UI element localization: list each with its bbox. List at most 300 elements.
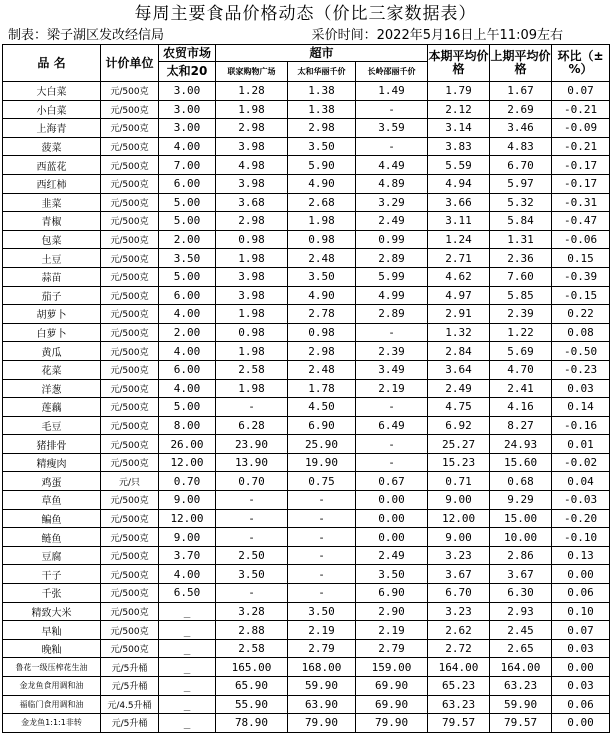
cell-market-price: 9.00 bbox=[159, 491, 216, 510]
cell-current-avg: 2.62 bbox=[428, 621, 490, 640]
cell-super2-price: 4.50 bbox=[288, 398, 356, 417]
cell-super1-price: 3.98 bbox=[216, 137, 288, 156]
cell-market-price: 3.70 bbox=[159, 546, 216, 565]
cell-change: 0.01 bbox=[552, 435, 610, 454]
cell-name: 鲁花一级压榨花生油 bbox=[3, 658, 101, 677]
cell-change: 0.03 bbox=[552, 379, 610, 398]
table-row bbox=[3, 398, 610, 417]
cell-prev-avg: 1.31 bbox=[490, 230, 552, 249]
cell-super3-price: 2.89 bbox=[356, 305, 428, 324]
cell-change: -0.17 bbox=[552, 156, 610, 175]
cell-super3-price: 2.90 bbox=[356, 602, 428, 621]
cell-super3-price: 4.99 bbox=[356, 286, 428, 305]
cell-market-price: 6.00 bbox=[159, 360, 216, 379]
cell-market-price: 4.00 bbox=[159, 342, 216, 361]
cell-unit: 元/500克 bbox=[101, 491, 159, 510]
cell-name: 茄子 bbox=[3, 286, 101, 305]
cell-name: 豆腐 bbox=[3, 546, 101, 565]
cell-super1-price: 0.70 bbox=[216, 472, 288, 491]
cell-name: 干子 bbox=[3, 565, 101, 584]
cell-super2-price: - bbox=[288, 546, 356, 565]
cell-market-price: 26.00 bbox=[159, 435, 216, 454]
cell-unit: 元/500克 bbox=[101, 360, 159, 379]
cell-super3-price: 6.90 bbox=[356, 584, 428, 603]
table-row bbox=[3, 658, 610, 677]
cell-super1-price: 1.98 bbox=[216, 379, 288, 398]
header-super2: 太和华丽千价 bbox=[288, 62, 356, 82]
cell-change: 0.00 bbox=[552, 714, 610, 733]
cell-unit: 元/500克 bbox=[101, 137, 159, 156]
cell-name: 蒜苗 bbox=[3, 267, 101, 286]
cell-super3-price: 0.00 bbox=[356, 491, 428, 510]
table-row bbox=[3, 137, 610, 156]
header-super3: 长岭邵丽千价 bbox=[356, 62, 428, 82]
header-market-group: 农贸市场 bbox=[159, 45, 216, 62]
cell-change: -0.50 bbox=[552, 342, 610, 361]
cell-super1-price: 2.98 bbox=[216, 119, 288, 138]
cell-change: -0.15 bbox=[552, 286, 610, 305]
cell-super2-price: 2.48 bbox=[288, 360, 356, 379]
cell-market-price: 5.00 bbox=[159, 193, 216, 212]
cell-market-price: 12.00 bbox=[159, 453, 216, 472]
cell-change: 0.15 bbox=[552, 249, 610, 268]
cell-market-price: 7.00 bbox=[159, 156, 216, 175]
cell-unit: 元/500克 bbox=[101, 286, 159, 305]
cell-name: 早籼 bbox=[3, 621, 101, 640]
cell-prev-avg: 1.22 bbox=[490, 323, 552, 342]
sheet-title: 每周主要食品价格动态（价比三家数据表） bbox=[134, 4, 477, 24]
cell-unit: 元/500克 bbox=[101, 193, 159, 212]
cell-super3-price: - bbox=[356, 398, 428, 417]
cell-super2-price: 2.48 bbox=[288, 249, 356, 268]
cell-change: -0.06 bbox=[552, 230, 610, 249]
cell-name: 大白菜 bbox=[3, 82, 101, 101]
cell-super2-price: 1.38 bbox=[288, 100, 356, 119]
cell-change: 0.00 bbox=[552, 565, 610, 584]
cell-super2-price: - bbox=[288, 584, 356, 603]
cell-super3-price: 159.00 bbox=[356, 658, 428, 677]
cell-super3-price: 0.99 bbox=[356, 230, 428, 249]
cell-super1-price: 1.98 bbox=[216, 100, 288, 119]
cell-market-price: 2.00 bbox=[159, 323, 216, 342]
cell-prev-avg: 9.29 bbox=[490, 491, 552, 510]
cell-current-avg: 65.23 bbox=[428, 677, 490, 696]
cell-current-avg: 4.94 bbox=[428, 174, 490, 193]
cell-change: 0.00 bbox=[552, 658, 610, 677]
cell-prev-avg: 4.70 bbox=[490, 360, 552, 379]
cell-super3-price: 0.00 bbox=[356, 509, 428, 528]
cell-super1-price: 6.28 bbox=[216, 416, 288, 435]
cell-market-price: _ bbox=[159, 695, 216, 714]
cell-current-avg: 2.84 bbox=[428, 342, 490, 361]
cell-unit: 元/500克 bbox=[101, 509, 159, 528]
table-row bbox=[3, 528, 610, 547]
cell-change: 0.03 bbox=[552, 639, 610, 658]
cell-super2-price: 79.90 bbox=[288, 714, 356, 733]
cell-unit: 元/4.5升桶 bbox=[101, 695, 159, 714]
cell-super3-price: 0.67 bbox=[356, 472, 428, 491]
cell-super3-price: 2.19 bbox=[356, 379, 428, 398]
cell-unit: 元/500克 bbox=[101, 249, 159, 268]
cell-super1-price: - bbox=[216, 491, 288, 510]
cell-super2-price: - bbox=[288, 565, 356, 584]
cell-current-avg: 3.23 bbox=[428, 602, 490, 621]
cell-super1-price: 1.98 bbox=[216, 305, 288, 324]
cell-super2-price: 3.50 bbox=[288, 267, 356, 286]
cell-super2-price: 2.68 bbox=[288, 193, 356, 212]
cell-prev-avg: 4.16 bbox=[490, 398, 552, 417]
table-row bbox=[3, 156, 610, 175]
cell-market-price: 9.00 bbox=[159, 528, 216, 547]
cell-unit: 元/只 bbox=[101, 472, 159, 491]
cell-unit: 元/500克 bbox=[101, 602, 159, 621]
cell-change: -0.20 bbox=[552, 509, 610, 528]
cell-current-avg: 4.62 bbox=[428, 267, 490, 286]
cell-market-price: 6.50 bbox=[159, 584, 216, 603]
cell-market-price: 3.50 bbox=[159, 249, 216, 268]
cell-name: 上海青 bbox=[3, 119, 101, 138]
cell-super1-price: 78.90 bbox=[216, 714, 288, 733]
cell-super2-price: 2.19 bbox=[288, 621, 356, 640]
cell-change: -0.31 bbox=[552, 193, 610, 212]
cell-current-avg: 5.59 bbox=[428, 156, 490, 175]
cell-market-price: 4.00 bbox=[159, 305, 216, 324]
cell-name: 洋葱 bbox=[3, 379, 101, 398]
cell-change: 0.06 bbox=[552, 584, 610, 603]
cell-change: 0.03 bbox=[552, 677, 610, 696]
cell-super3-price: 4.49 bbox=[356, 156, 428, 175]
cell-super1-price: 3.98 bbox=[216, 286, 288, 305]
cell-current-avg: 4.75 bbox=[428, 398, 490, 417]
cell-change: -0.47 bbox=[552, 212, 610, 231]
cell-super1-price: 55.90 bbox=[216, 695, 288, 714]
cell-change: 0.08 bbox=[552, 323, 610, 342]
table-row bbox=[3, 100, 610, 119]
cell-name: 精致大米 bbox=[3, 602, 101, 621]
cell-super1-price: - bbox=[216, 528, 288, 547]
cell-super3-price: 2.19 bbox=[356, 621, 428, 640]
cell-super3-price: - bbox=[356, 100, 428, 119]
cell-prev-avg: 2.65 bbox=[490, 639, 552, 658]
cell-unit: 元/500克 bbox=[101, 156, 159, 175]
header-name: 品 名 bbox=[3, 45, 101, 82]
cell-market-price: 2.00 bbox=[159, 230, 216, 249]
cell-super2-price: - bbox=[288, 509, 356, 528]
cell-super1-price: - bbox=[216, 584, 288, 603]
header-market1: 太和20 bbox=[159, 62, 216, 82]
cell-super2-price: 0.98 bbox=[288, 323, 356, 342]
cell-name: 花菜 bbox=[3, 360, 101, 379]
cell-unit: 元/500克 bbox=[101, 230, 159, 249]
cell-super2-price: 2.98 bbox=[288, 342, 356, 361]
cell-super1-price: 23.90 bbox=[216, 435, 288, 454]
cell-name: 猪排骨 bbox=[3, 435, 101, 454]
cell-prev-avg: 5.85 bbox=[490, 286, 552, 305]
cell-unit: 元/500克 bbox=[101, 565, 159, 584]
cell-prev-avg: 79.57 bbox=[490, 714, 552, 733]
table-row bbox=[3, 379, 610, 398]
table-row bbox=[3, 695, 610, 714]
cell-prev-avg: 59.90 bbox=[490, 695, 552, 714]
table-row bbox=[3, 714, 610, 733]
cell-current-avg: 3.14 bbox=[428, 119, 490, 138]
cell-super1-price: 2.98 bbox=[216, 212, 288, 231]
cell-super3-price: 3.29 bbox=[356, 193, 428, 212]
table-row bbox=[3, 174, 610, 193]
cell-prev-avg: 15.00 bbox=[490, 509, 552, 528]
cell-change: -0.21 bbox=[552, 100, 610, 119]
cell-current-avg: 25.27 bbox=[428, 435, 490, 454]
cell-market-price: 8.00 bbox=[159, 416, 216, 435]
cell-name: 青椒 bbox=[3, 212, 101, 231]
cell-current-avg: 3.11 bbox=[428, 212, 490, 231]
table-row bbox=[3, 249, 610, 268]
cell-current-avg: 6.92 bbox=[428, 416, 490, 435]
cell-prev-avg: 2.41 bbox=[490, 379, 552, 398]
header-super1: 联家购物广场 bbox=[216, 62, 288, 82]
cell-prev-avg: 5.84 bbox=[490, 212, 552, 231]
cell-unit: 元/500克 bbox=[101, 453, 159, 472]
cell-change: 0.13 bbox=[552, 546, 610, 565]
cell-name: 鸡蛋 bbox=[3, 472, 101, 491]
cell-prev-avg: 1.67 bbox=[490, 82, 552, 101]
cell-name: 白萝卜 bbox=[3, 323, 101, 342]
cell-super2-price: 19.90 bbox=[288, 453, 356, 472]
table-row bbox=[3, 509, 610, 528]
cell-super1-price: 65.90 bbox=[216, 677, 288, 696]
table-row bbox=[3, 472, 610, 491]
header-change: 环比（±%） bbox=[552, 45, 610, 82]
cell-unit: 元/500克 bbox=[101, 546, 159, 565]
cell-market-price: 5.00 bbox=[159, 267, 216, 286]
cell-change: 0.07 bbox=[552, 621, 610, 640]
cell-super1-price: 3.68 bbox=[216, 193, 288, 212]
cell-market-price: 3.00 bbox=[159, 82, 216, 101]
cell-prev-avg: 2.69 bbox=[490, 100, 552, 119]
table-row bbox=[3, 435, 610, 454]
cell-super3-price: - bbox=[356, 435, 428, 454]
cell-super2-price: 6.90 bbox=[288, 416, 356, 435]
cell-super1-price: 2.88 bbox=[216, 621, 288, 640]
cell-unit: 元/500克 bbox=[101, 416, 159, 435]
cell-name: 西红柿 bbox=[3, 174, 101, 193]
cell-super3-price: 0.00 bbox=[356, 528, 428, 547]
table-row bbox=[3, 491, 610, 510]
cell-super3-price: 69.90 bbox=[356, 695, 428, 714]
cell-market-price: _ bbox=[159, 658, 216, 677]
cell-super1-price: 3.28 bbox=[216, 602, 288, 621]
cell-super2-price: 3.50 bbox=[288, 137, 356, 156]
cell-prev-avg: 3.46 bbox=[490, 119, 552, 138]
cell-name: 千张 bbox=[3, 584, 101, 603]
price-table-body bbox=[3, 82, 610, 733]
cell-unit: 元/500克 bbox=[101, 119, 159, 138]
table-row bbox=[3, 82, 610, 101]
cell-change: -0.09 bbox=[552, 119, 610, 138]
cell-change: 0.07 bbox=[552, 82, 610, 101]
cell-prev-avg: 2.86 bbox=[490, 546, 552, 565]
cell-change: 0.06 bbox=[552, 695, 610, 714]
table-row bbox=[3, 677, 610, 696]
cell-current-avg: 12.00 bbox=[428, 509, 490, 528]
cell-super2-price: 0.75 bbox=[288, 472, 356, 491]
cell-name: 晚籼 bbox=[3, 639, 101, 658]
cell-name: 菠菜 bbox=[3, 137, 101, 156]
cell-super1-price: 1.98 bbox=[216, 342, 288, 361]
cell-change: -0.10 bbox=[552, 528, 610, 547]
cell-prev-avg: 7.60 bbox=[490, 267, 552, 286]
cell-super3-price: 2.39 bbox=[356, 342, 428, 361]
cell-current-avg: 3.23 bbox=[428, 546, 490, 565]
collection-time-label: 采价时间：2022年5月16日上午11:09左右 bbox=[311, 28, 563, 43]
header-current-avg: 本期平均价格 bbox=[428, 45, 490, 82]
cell-current-avg: 3.83 bbox=[428, 137, 490, 156]
cell-name: 毛豆 bbox=[3, 416, 101, 435]
cell-prev-avg: 2.36 bbox=[490, 249, 552, 268]
cell-super3-price: 69.90 bbox=[356, 677, 428, 696]
cell-prev-avg: 15.60 bbox=[490, 453, 552, 472]
cell-unit: 元/500克 bbox=[101, 82, 159, 101]
cell-prev-avg: 5.97 bbox=[490, 174, 552, 193]
cell-current-avg: 63.23 bbox=[428, 695, 490, 714]
header-unit: 计价单位 bbox=[101, 45, 159, 82]
cell-super3-price: 3.49 bbox=[356, 360, 428, 379]
cell-change: -0.03 bbox=[552, 491, 610, 510]
cell-market-price: 4.00 bbox=[159, 565, 216, 584]
cell-change: -0.21 bbox=[552, 137, 610, 156]
cell-super1-price: 1.98 bbox=[216, 249, 288, 268]
cell-current-avg: 9.00 bbox=[428, 491, 490, 510]
cell-super1-price: 3.98 bbox=[216, 174, 288, 193]
cell-super1-price: 4.98 bbox=[216, 156, 288, 175]
table-row bbox=[3, 267, 610, 286]
cell-change: 0.22 bbox=[552, 305, 610, 324]
cell-super1-price: 3.50 bbox=[216, 565, 288, 584]
table-row bbox=[3, 602, 610, 621]
cell-super1-price: - bbox=[216, 398, 288, 417]
cell-change: -0.23 bbox=[552, 360, 610, 379]
table-row bbox=[3, 639, 610, 658]
cell-super3-price: 1.49 bbox=[356, 82, 428, 101]
cell-super3-price: 2.49 bbox=[356, 546, 428, 565]
cell-current-avg: 164.00 bbox=[428, 658, 490, 677]
cell-super3-price: 2.89 bbox=[356, 249, 428, 268]
cell-super2-price: 25.90 bbox=[288, 435, 356, 454]
cell-prev-avg: 5.32 bbox=[490, 193, 552, 212]
cell-prev-avg: 6.30 bbox=[490, 584, 552, 603]
cell-market-price: 3.00 bbox=[159, 100, 216, 119]
table-row bbox=[3, 453, 610, 472]
cell-change: -0.16 bbox=[552, 416, 610, 435]
cell-current-avg: 0.71 bbox=[428, 472, 490, 491]
cell-current-avg: 2.49 bbox=[428, 379, 490, 398]
table-row bbox=[3, 584, 610, 603]
cell-prev-avg: 3.67 bbox=[490, 565, 552, 584]
cell-super3-price: 2.79 bbox=[356, 639, 428, 658]
table-row bbox=[3, 286, 610, 305]
header-prev-avg: 上期平均价格 bbox=[490, 45, 552, 82]
cell-prev-avg: 2.45 bbox=[490, 621, 552, 640]
cell-change: -0.02 bbox=[552, 453, 610, 472]
cell-prev-avg: 2.39 bbox=[490, 305, 552, 324]
cell-prev-avg: 0.68 bbox=[490, 472, 552, 491]
cell-prev-avg: 10.00 bbox=[490, 528, 552, 547]
cell-name: 草鱼 bbox=[3, 491, 101, 510]
cell-unit: 元/500克 bbox=[101, 435, 159, 454]
cell-prev-avg: 24.93 bbox=[490, 435, 552, 454]
cell-super2-price: 2.78 bbox=[288, 305, 356, 324]
cell-unit: 元/500克 bbox=[101, 267, 159, 286]
cell-prev-avg: 8.27 bbox=[490, 416, 552, 435]
cell-unit: 元/500克 bbox=[101, 212, 159, 231]
cell-prev-avg: 5.69 bbox=[490, 342, 552, 361]
cell-current-avg: 9.00 bbox=[428, 528, 490, 547]
cell-unit: 元/500克 bbox=[101, 342, 159, 361]
cell-change: 0.14 bbox=[552, 398, 610, 417]
cell-unit: 元/5升桶 bbox=[101, 658, 159, 677]
cell-super1-price: 13.90 bbox=[216, 453, 288, 472]
cell-current-avg: 6.70 bbox=[428, 584, 490, 603]
cell-super3-price: 5.99 bbox=[356, 267, 428, 286]
cell-name: 胡萝卜 bbox=[3, 305, 101, 324]
cell-super2-price: 63.90 bbox=[288, 695, 356, 714]
cell-market-price: 4.00 bbox=[159, 137, 216, 156]
cell-super2-price: 1.98 bbox=[288, 212, 356, 231]
cell-prev-avg: 2.93 bbox=[490, 602, 552, 621]
table-row bbox=[3, 546, 610, 565]
cell-name: 鳊鱼 bbox=[3, 509, 101, 528]
table-row bbox=[3, 565, 610, 584]
cell-super3-price: - bbox=[356, 323, 428, 342]
cell-prev-avg: 164.00 bbox=[490, 658, 552, 677]
cell-market-price: _ bbox=[159, 621, 216, 640]
cell-super1-price: 3.98 bbox=[216, 267, 288, 286]
cell-unit: 元/500克 bbox=[101, 584, 159, 603]
cell-prev-avg: 63.23 bbox=[490, 677, 552, 696]
cell-name: 福临门食用调和油 bbox=[3, 695, 101, 714]
cell-super2-price: 3.50 bbox=[288, 602, 356, 621]
cell-name: 鲢鱼 bbox=[3, 528, 101, 547]
cell-super1-price: 0.98 bbox=[216, 230, 288, 249]
cell-super2-price: 2.79 bbox=[288, 639, 356, 658]
cell-current-avg: 4.97 bbox=[428, 286, 490, 305]
cell-unit: 元/500克 bbox=[101, 305, 159, 324]
cell-current-avg: 15.23 bbox=[428, 453, 490, 472]
issuer-label: 制表：梁子湖区发改经信局 bbox=[8, 28, 165, 43]
cell-market-price: _ bbox=[159, 677, 216, 696]
cell-market-price: 5.00 bbox=[159, 212, 216, 231]
table-row bbox=[3, 119, 610, 138]
cell-super1-price: 2.50 bbox=[216, 546, 288, 565]
cell-market-price: 5.00 bbox=[159, 398, 216, 417]
cell-market-price: 3.00 bbox=[159, 119, 216, 138]
cell-super1-price: 165.00 bbox=[216, 658, 288, 677]
cell-unit: 元/500克 bbox=[101, 621, 159, 640]
cell-name: 黄瓜 bbox=[3, 342, 101, 361]
cell-current-avg: 2.71 bbox=[428, 249, 490, 268]
cell-super3-price: - bbox=[356, 137, 428, 156]
cell-market-price: _ bbox=[159, 639, 216, 658]
cell-unit: 元/5升桶 bbox=[101, 677, 159, 696]
table-row bbox=[3, 193, 610, 212]
cell-unit: 元/5升桶 bbox=[101, 714, 159, 733]
cell-super1-price: 0.98 bbox=[216, 323, 288, 342]
cell-super2-price: - bbox=[288, 491, 356, 510]
cell-super2-price: 1.78 bbox=[288, 379, 356, 398]
cell-super2-price: 4.90 bbox=[288, 174, 356, 193]
cell-super2-price: 2.98 bbox=[288, 119, 356, 138]
cell-name: 莲藕 bbox=[3, 398, 101, 417]
